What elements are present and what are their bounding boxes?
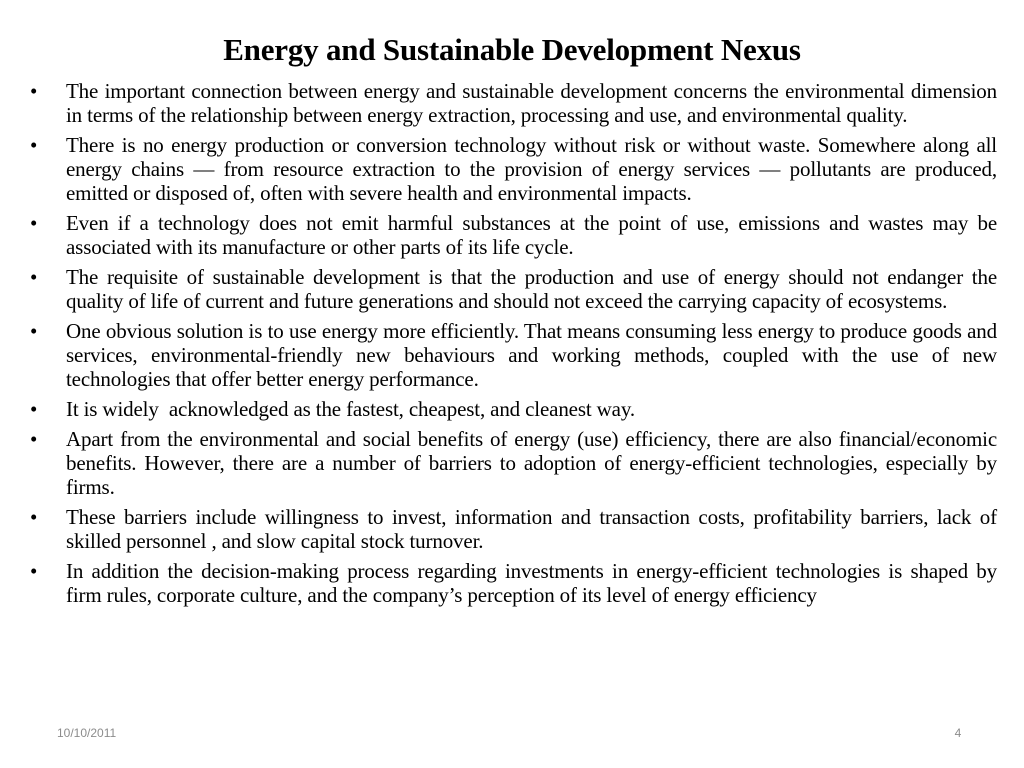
bullet-item [28,427,997,499]
bullet-icon: • [30,505,38,529]
bullet-icon: • [30,79,38,103]
bullet-icon: • [30,265,38,289]
footer-date: 10/10/2011 [57,726,117,740]
bullet-item [28,211,997,259]
bullet-icon: • [30,427,38,451]
bullet-text: Even if a technology does not emit harmful substances at the point of use, emissions and wastes may be associated with its manufacture or other parts of its life cycle. [66,211,997,259]
bullet-item [28,133,997,205]
bullet-item [28,319,997,391]
bullet-text: Apart from the environmental and social benefits of energy (use) efficiency, there are also financial/economic benefits. However, there are a number of barriers to adoption of energy-efficient technologies, especially by firms. [66,427,997,499]
bullet-text: In addition the decision-making process regarding investments in energy-efficient technologies is shaped by firm rules, corporate culture, and the company’s perception of its level of energy efficiency [66,559,997,607]
bullet-text: The important connection between energy and sustainable development concerns the environmental dimension in terms of the relationship between energy extraction, processing and use, and environmental quality. [66,79,997,127]
bullet-icon: • [30,397,38,421]
bullet-text: One obvious solution is to use energy more efficiently. That means consuming less energy to produce goods and services, environmental-friendly new behaviours and working methods, coupled with the use of new technologies that offer better energy performance. [66,319,997,391]
bullet-text: The requisite of sustainable development is that the production and use of energy should not endanger the quality of life of current and future generations and should not exceed the carrying capacity of ecosystems. [66,265,997,313]
bullet-text: It is widely acknowledged as the fastest, cheapest, and cleanest way. [66,397,635,421]
page-number: 4 [954,726,962,740]
bullet-icon: • [30,319,38,343]
bullet-list [28,79,997,613]
bullet-text: There is no energy production or conversion technology without risk or without waste. Somewhere along all energy chains — from resource extraction to the provision of energy services — pollutants are produced, emitted or disposed of, often with severe health and environmental impacts. [66,133,997,205]
bullet-icon: • [30,559,38,583]
bullet-item [28,397,997,421]
bullet-icon: • [30,211,38,235]
bullet-item [28,265,997,313]
bullet-text: These barriers include willingness to invest, information and transaction costs, profitability barriers, lack of skilled personnel , and slow capital stock turnover. [66,505,997,553]
bullet-icon: • [30,133,38,157]
bullet-item [28,559,997,607]
slide-title: Energy and Sustainable Development Nexus [223,32,801,67]
bullet-item [28,79,997,127]
bullet-item [28,505,997,553]
